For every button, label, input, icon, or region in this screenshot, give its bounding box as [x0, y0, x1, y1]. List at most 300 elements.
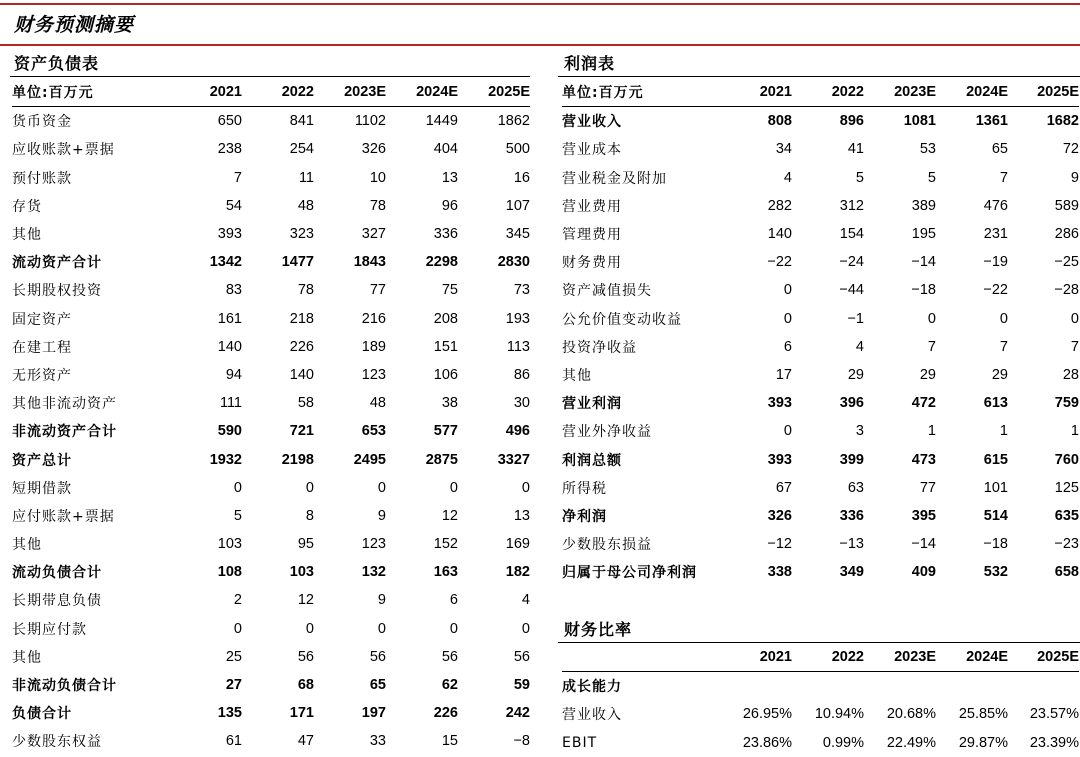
income-cell: 28: [1062, 366, 1079, 383]
ratio-year-header: 2023E: [894, 649, 936, 666]
income-cell: 473: [911, 451, 936, 468]
income-cell: −13: [839, 536, 864, 553]
ratio-row: [562, 700, 1079, 728]
income-row: [562, 107, 1079, 136]
income-cell: −22: [767, 254, 792, 271]
ratio-row: [562, 672, 1079, 701]
ratio-unit-label: [562, 643, 722, 672]
income-year-header: 2025E: [1037, 84, 1079, 101]
balance-cell: 2495: [353, 451, 386, 468]
ratio-year-header: 2024E: [966, 649, 1008, 666]
balance-cell: 103: [217, 536, 242, 553]
balance-cell: 123: [361, 536, 386, 553]
income-cell: 808: [767, 113, 792, 130]
balance-cell: 208: [433, 310, 458, 327]
balance-row-label: 非流动资产合计: [12, 424, 117, 441]
balance-row-label: 长期带息负债: [12, 593, 102, 610]
income-cell: 393: [767, 395, 792, 412]
balance-row: [12, 558, 530, 586]
balance-row: [12, 192, 530, 220]
balance-cell: 1102: [354, 113, 386, 130]
income-row-label: 营业外净收益: [562, 424, 652, 441]
balance-cell: 38: [441, 395, 458, 412]
income-unit-label: 单位:百万元: [562, 85, 644, 102]
balance-cell: 0: [377, 479, 386, 496]
balance-cell: 0: [233, 479, 242, 496]
income-cell: 63: [847, 479, 864, 496]
income-cell: 154: [839, 226, 864, 243]
balance-cell: 2298: [425, 254, 458, 271]
income-row-label: 资产减值损失: [562, 283, 652, 300]
balance-cell: 254: [289, 141, 314, 158]
income-cell: 399: [839, 451, 864, 468]
income-cell: 1682: [1046, 113, 1079, 130]
ratio-cell: 26.95%: [742, 706, 792, 723]
balance-cell: 1843: [353, 254, 386, 271]
income-cell: 514: [983, 507, 1008, 524]
balance-cell: 2: [233, 592, 242, 609]
income-row-label: 营业税金及附加: [562, 170, 667, 187]
balance-row-label: 其他: [12, 537, 42, 554]
balance-cell: 132: [361, 564, 386, 581]
income-cell: 101: [983, 479, 1008, 496]
balance-cell: −8: [513, 733, 530, 750]
income-row-label: 投资净收益: [562, 339, 637, 356]
balance-cell: 33: [369, 733, 386, 750]
income-cell: 613: [983, 395, 1008, 412]
ratio-cell: 29.87%: [958, 734, 1008, 751]
balance-row-label: 少数股东权益: [12, 734, 102, 751]
income-row-label: 财务费用: [562, 255, 622, 272]
balance-row: [12, 445, 530, 473]
balance-row: [12, 586, 530, 614]
income-cell: 7: [1070, 338, 1079, 355]
balance-cell: 653: [361, 423, 386, 440]
balance-cell: 1932: [209, 451, 242, 468]
balance-cell: 500: [505, 141, 530, 158]
income-year-header: 2023E: [894, 84, 936, 101]
balance-cell: 1477: [281, 254, 314, 271]
income-cell: 125: [1054, 479, 1079, 496]
income-cell: 326: [767, 507, 792, 524]
ratio-cell: 0.99%: [822, 734, 864, 751]
income-cell: 409: [911, 564, 936, 581]
balance-cell: 113: [506, 338, 530, 355]
balance-cell: 86: [513, 366, 530, 383]
balance-cell: 151: [433, 338, 458, 355]
income-statement-title: 利润表: [564, 54, 616, 73]
balance-row-label: 短期借款: [12, 480, 72, 497]
balance-cell: 577: [433, 423, 458, 440]
balance-row: [12, 333, 530, 361]
ratio-year-header: 2021: [759, 649, 792, 666]
balance-row-label: 资产总计: [12, 452, 72, 469]
balance-row-label: 其他: [12, 227, 42, 244]
balance-cell: 2830: [497, 254, 530, 271]
income-cell: 1: [927, 423, 936, 440]
balance-row-label: 非流动负债合计: [12, 678, 117, 695]
balance-cell: 2198: [281, 451, 314, 468]
income-row: [562, 276, 1079, 304]
income-row: [562, 164, 1079, 192]
income-cell: 29: [991, 366, 1008, 383]
income-cell: 286: [1054, 226, 1079, 243]
income-row-label: 管理费用: [562, 227, 622, 244]
income-row: [562, 417, 1079, 445]
income-cell: 34: [775, 141, 792, 158]
balance-cell: 0: [521, 620, 530, 637]
balance-year-header: 2025E: [488, 84, 530, 101]
ratio-row-label: 营业收入: [562, 707, 622, 724]
balance-cell: 140: [289, 366, 314, 383]
balance-cell: 336: [433, 226, 458, 243]
income-cell: 336: [839, 507, 864, 524]
balance-year-header: 2022: [281, 84, 314, 101]
balance-cell: 10: [369, 169, 386, 186]
balance-year-header: 2023E: [344, 84, 386, 101]
income-cell: −14: [911, 254, 936, 271]
financial-ratios-title: 财务比率: [564, 620, 633, 639]
balance-cell: 68: [297, 677, 314, 694]
income-cell: 395: [911, 507, 936, 524]
balance-cell: 1342: [209, 254, 242, 271]
balance-row: [12, 727, 530, 755]
balance-cell: 841: [289, 113, 314, 130]
income-cell: 4: [783, 169, 792, 186]
balance-cell: 197: [361, 705, 386, 722]
balance-cell: 48: [369, 395, 386, 412]
ratio-cell: 25.85%: [958, 706, 1008, 723]
income-cell: 759: [1054, 395, 1079, 412]
balance-cell: 2875: [425, 451, 458, 468]
income-cell: 9: [1070, 169, 1079, 186]
balance-row-label: 流动负债合计: [12, 565, 102, 582]
income-cell: 72: [1062, 141, 1079, 158]
balance-row: [12, 248, 530, 276]
income-cell: 0: [783, 282, 792, 299]
income-cell: 658: [1054, 564, 1079, 581]
income-row-label: 净利润: [562, 508, 607, 525]
balance-cell: 83: [225, 282, 242, 299]
balance-cell: 323: [289, 226, 314, 243]
income-row-label: 营业费用: [562, 198, 622, 215]
ratio-cell: 23.86%: [742, 734, 792, 751]
balance-row: [12, 361, 530, 389]
balance-cell: 171: [289, 705, 314, 722]
financial-ratios-table: [562, 643, 1079, 757]
income-cell: 615: [983, 451, 1008, 468]
balance-cell: 47: [297, 733, 314, 750]
balance-cell: 25: [225, 648, 242, 665]
income-row-label: 归属于母公司净利润: [562, 565, 697, 582]
balance-row-label: 应付账款+票据: [12, 508, 115, 525]
balance-cell: 7: [233, 169, 242, 186]
balance-row-label: 长期应付款: [12, 621, 87, 638]
income-row: [562, 445, 1079, 473]
balance-cell: 108: [217, 564, 242, 581]
income-year-header: 2021: [759, 84, 792, 101]
balance-cell: 48: [297, 197, 314, 214]
balance-cell: 218: [289, 310, 314, 327]
income-cell: 896: [839, 113, 864, 130]
balance-header-row: [12, 78, 530, 107]
title-bottom-rule: [0, 44, 1080, 46]
income-year-header: 2022: [831, 84, 864, 101]
balance-cell: 12: [297, 592, 314, 609]
income-cell: 7: [927, 338, 936, 355]
income-cell: 65: [991, 141, 1008, 158]
balance-cell: 94: [225, 366, 242, 383]
balance-cell: 721: [289, 423, 314, 440]
balance-row-label: 存货: [12, 198, 42, 215]
balance-cell: 65: [369, 677, 386, 694]
balance-cell: 0: [305, 620, 314, 637]
balance-cell: 59: [513, 677, 530, 694]
ratio-cell: 22.49%: [886, 734, 936, 751]
title-top-rule: [0, 3, 1080, 5]
ratio-cell: [864, 672, 936, 701]
ratio-year-header: 2025E: [1037, 649, 1079, 666]
balance-cell: 62: [441, 677, 458, 694]
income-row-label: 少数股东损益: [562, 537, 652, 554]
balance-cell: 345: [505, 226, 530, 243]
balance-cell: 189: [361, 338, 386, 355]
balance-cell: 30: [513, 395, 530, 412]
balance-row: [12, 164, 530, 192]
income-cell: 0: [999, 310, 1008, 327]
balance-cell: 226: [289, 338, 314, 355]
balance-cell: 0: [233, 620, 242, 637]
income-cell: −25: [1054, 254, 1079, 271]
income-row: [562, 502, 1079, 530]
balance-cell: 107: [505, 197, 530, 214]
income-cell: −14: [911, 536, 936, 553]
income-cell: 17: [775, 366, 792, 383]
balance-row-label: 在建工程: [12, 339, 72, 356]
balance-row: [12, 417, 530, 445]
income-cell: 0: [783, 423, 792, 440]
balance-cell: 9: [377, 592, 386, 609]
balance-row: [12, 530, 530, 558]
balance-cell: 56: [297, 648, 314, 665]
income-cell: 472: [911, 395, 936, 412]
income-row-label: 其他: [562, 367, 592, 384]
ratio-row-label: 成长能力: [562, 679, 622, 696]
income-row-label: 营业收入: [562, 114, 622, 131]
balance-cell: 96: [441, 197, 458, 214]
income-cell: 0: [783, 310, 792, 327]
ratio-cell: [722, 672, 792, 701]
balance-row-label: 固定资产: [12, 311, 72, 328]
income-cell: −1: [847, 310, 864, 327]
balance-cell: 393: [217, 226, 242, 243]
income-cell: 0: [927, 310, 936, 327]
income-cell: 532: [983, 564, 1008, 581]
balance-unit-label: 单位:百万元: [12, 85, 94, 102]
balance-cell: 163: [433, 564, 458, 581]
ratio-row-label: EBIT: [562, 734, 598, 751]
balance-cell: 123: [361, 366, 386, 383]
balance-row: [12, 615, 530, 643]
income-statement-title-rule: [558, 76, 1080, 77]
balance-year-header: 2021: [209, 84, 242, 101]
balance-row: [12, 671, 530, 699]
income-cell: 41: [847, 141, 864, 158]
balance-cell: 650: [217, 113, 242, 130]
balance-sheet-title-rule: [10, 76, 530, 77]
income-cell: 338: [767, 564, 792, 581]
balance-row-label: 流动资产合计: [12, 255, 102, 272]
balance-cell: 242: [505, 705, 530, 722]
income-row: [562, 530, 1079, 558]
income-cell: 195: [911, 226, 936, 243]
income-cell: 5: [855, 169, 864, 186]
income-row: [562, 333, 1079, 361]
balance-row: [12, 220, 530, 248]
income-cell: 29: [919, 366, 936, 383]
ratio-header-row: [562, 643, 1079, 672]
income-cell: 1: [999, 423, 1008, 440]
income-cell: −24: [839, 254, 864, 271]
balance-cell: 16: [513, 169, 530, 186]
income-cell: 4: [855, 338, 864, 355]
income-cell: 760: [1054, 451, 1079, 468]
balance-cell: 0: [449, 620, 458, 637]
balance-cell: 103: [289, 564, 314, 581]
income-cell: −19: [983, 254, 1008, 271]
balance-cell: 54: [225, 197, 242, 214]
income-cell: 0: [1070, 310, 1079, 327]
balance-row-label: 其他: [12, 649, 42, 666]
ratio-cell: 23.57%: [1029, 706, 1079, 723]
balance-row: [12, 699, 530, 727]
income-cell: 1: [1070, 423, 1079, 440]
income-cell: 3: [855, 423, 864, 440]
balance-cell: 4: [521, 592, 530, 609]
balance-year-header: 2024E: [416, 84, 458, 101]
balance-sheet-title: 资产负债表: [14, 54, 100, 73]
balance-cell: 75: [441, 282, 458, 299]
balance-cell: 77: [369, 282, 386, 299]
income-cell: −23: [1054, 536, 1079, 553]
balance-cell: 111: [219, 395, 242, 412]
income-cell: 312: [839, 197, 864, 214]
income-cell: 6: [783, 338, 792, 355]
balance-cell: 95: [297, 536, 314, 553]
income-cell: 476: [983, 197, 1008, 214]
balance-cell: 27: [225, 677, 242, 694]
balance-cell: 496: [505, 423, 530, 440]
income-cell: −22: [983, 282, 1008, 299]
income-row-label: 营业利润: [562, 396, 622, 413]
income-cell: 53: [919, 141, 936, 158]
balance-cell: 11: [298, 169, 314, 186]
ratio-cell: [792, 672, 864, 701]
income-year-header: 2024E: [966, 84, 1008, 101]
balance-cell: 78: [297, 282, 314, 299]
income-cell: 389: [911, 197, 936, 214]
balance-cell: 0: [305, 479, 314, 496]
income-cell: −18: [983, 536, 1008, 553]
balance-row-label: 其他非流动资产: [12, 396, 117, 413]
income-row: [562, 361, 1079, 389]
balance-row-label: 长期股权投资: [12, 283, 102, 300]
balance-cell: 140: [217, 338, 242, 355]
balance-cell: 0: [449, 479, 458, 496]
ratio-cell: 20.68%: [886, 706, 936, 723]
balance-cell: 1449: [425, 113, 458, 130]
balance-row-label: 无形资产: [12, 367, 72, 384]
balance-cell: 238: [217, 141, 242, 158]
income-cell: 231: [983, 226, 1008, 243]
ratio-year-header: 2022: [831, 649, 864, 666]
income-row: [562, 474, 1079, 502]
income-cell: −18: [911, 282, 936, 299]
income-row-label: 公允价值变动收益: [562, 311, 682, 328]
balance-cell: 5: [233, 507, 242, 524]
income-cell: 635: [1054, 507, 1079, 524]
balance-cell: 161: [217, 310, 242, 327]
income-header-row: [562, 78, 1079, 107]
income-row: [562, 558, 1079, 586]
income-cell: 7: [999, 169, 1008, 186]
income-row: [562, 389, 1079, 417]
balance-cell: 0: [377, 620, 386, 637]
income-cell: −12: [767, 536, 792, 553]
balance-row: [12, 276, 530, 304]
balance-row: [12, 107, 530, 136]
balance-cell: 590: [217, 423, 242, 440]
balance-cell: 6: [449, 592, 458, 609]
income-cell: 349: [839, 564, 864, 581]
balance-cell: 216: [361, 310, 386, 327]
balance-cell: 182: [505, 564, 530, 581]
balance-row: [12, 502, 530, 530]
income-cell: 589: [1054, 197, 1079, 214]
income-cell: 1361: [975, 113, 1008, 130]
income-statement-table: [562, 78, 1079, 586]
balance-cell: 226: [433, 705, 458, 722]
balance-cell: 3327: [497, 451, 530, 468]
income-cell: 140: [767, 226, 792, 243]
income-row: [562, 220, 1079, 248]
income-cell: 77: [919, 479, 936, 496]
balance-cell: 106: [433, 366, 458, 383]
document-title: 财务预测摘要: [14, 14, 135, 36]
income-row-label: 所得税: [562, 480, 607, 497]
balance-cell: 0: [521, 479, 530, 496]
balance-row: [12, 389, 530, 417]
balance-cell: 169: [505, 536, 530, 553]
balance-cell: 12: [441, 507, 458, 524]
balance-cell: 193: [505, 310, 530, 327]
balance-cell: 58: [297, 395, 314, 412]
balance-cell: 404: [433, 141, 458, 158]
income-row: [562, 135, 1079, 163]
balance-cell: 8: [305, 507, 314, 524]
ratio-row: [562, 729, 1079, 757]
income-row: [562, 248, 1079, 276]
income-cell: −28: [1054, 282, 1079, 299]
balance-cell: 135: [217, 705, 242, 722]
balance-cell: 13: [513, 507, 530, 524]
balance-cell: 327: [361, 226, 386, 243]
balance-cell: 56: [369, 648, 386, 665]
balance-row-label: 货币资金: [12, 114, 72, 131]
balance-row-label: 负债合计: [12, 706, 72, 723]
income-cell: 5: [927, 169, 936, 186]
income-row-label: 营业成本: [562, 142, 622, 159]
